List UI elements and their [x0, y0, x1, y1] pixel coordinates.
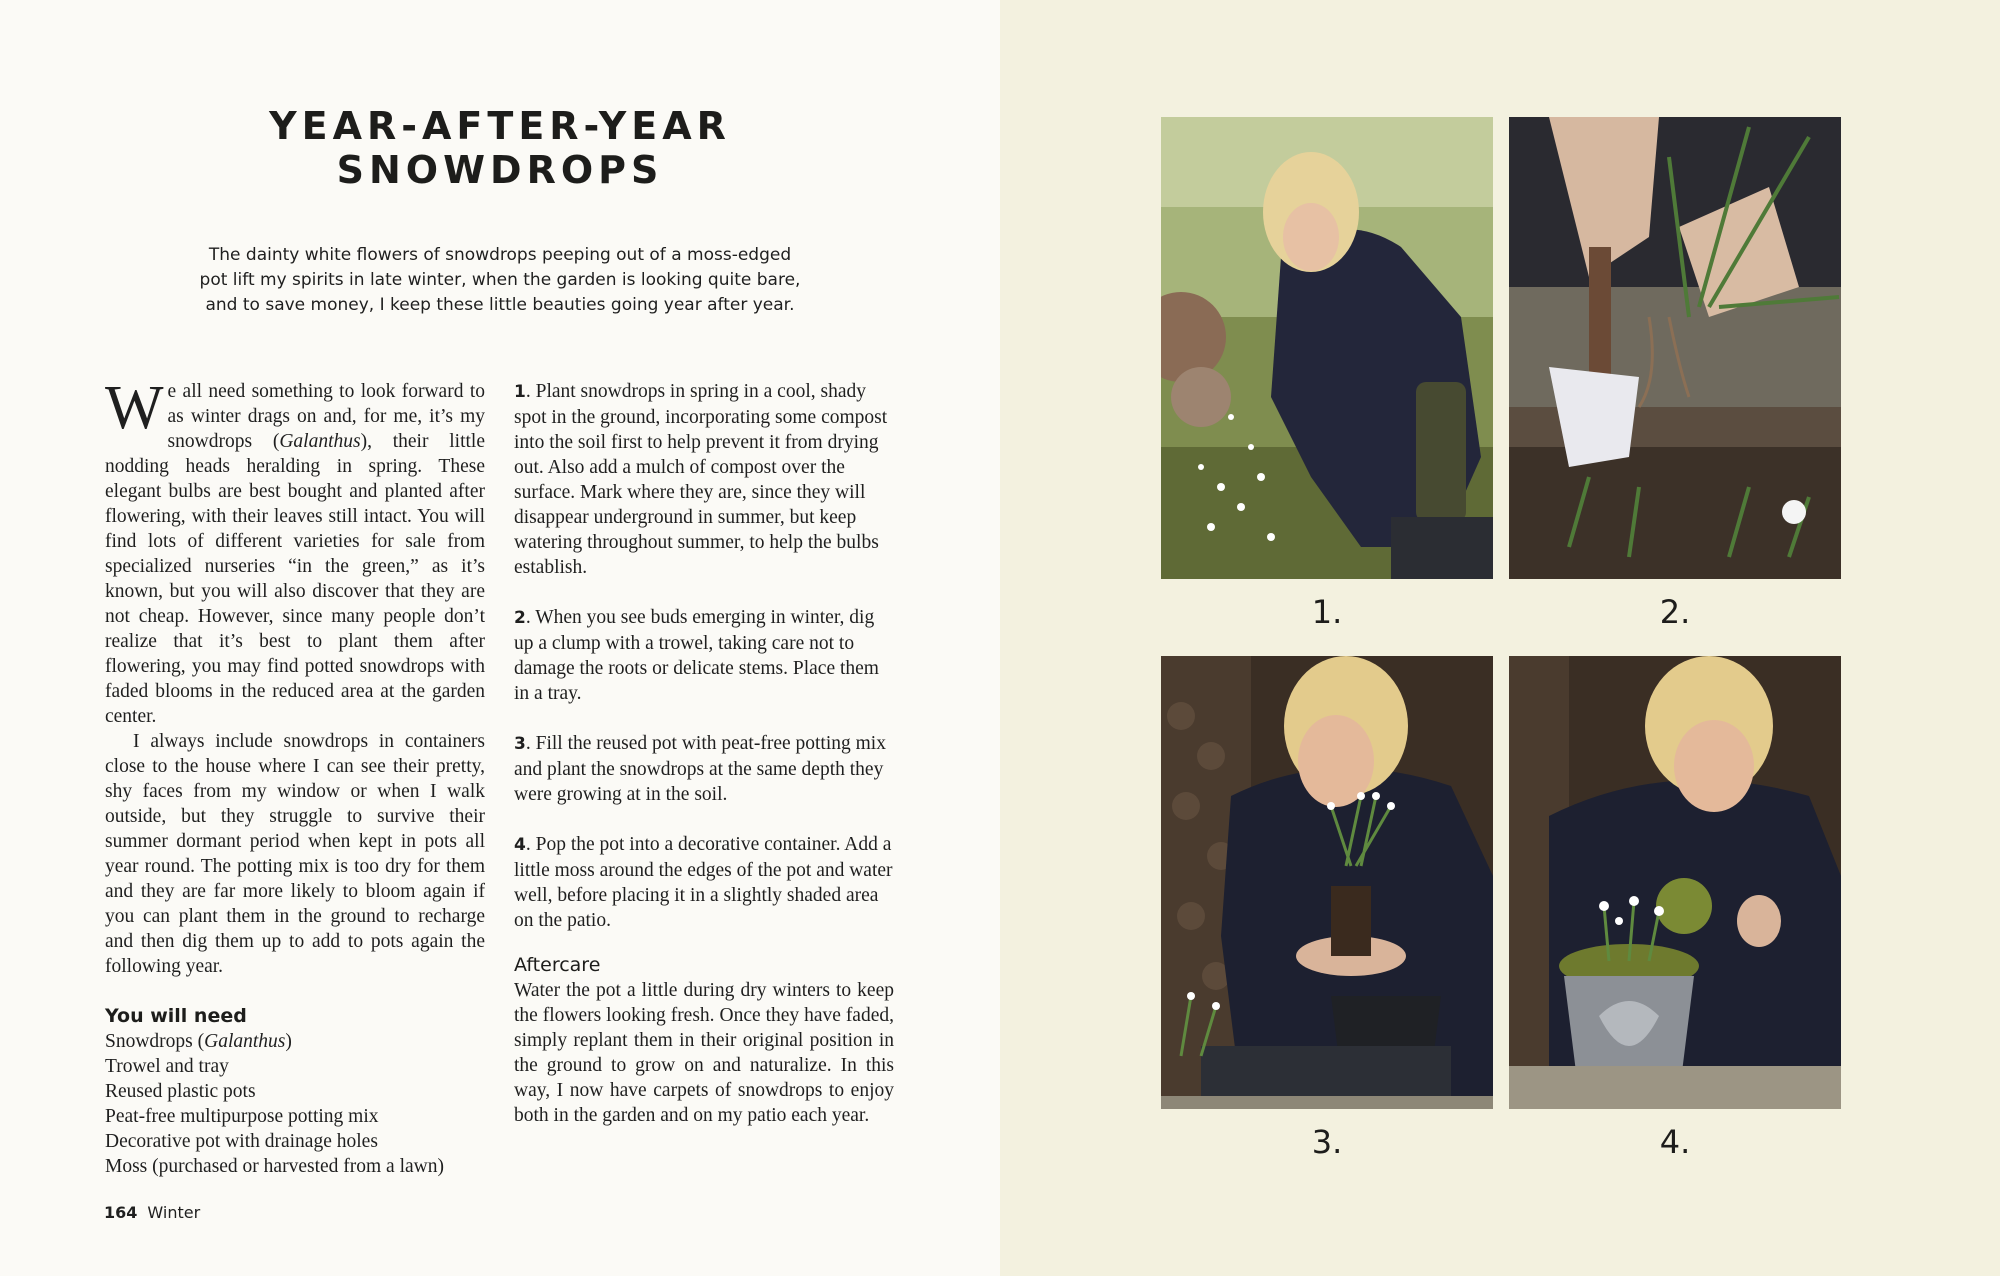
body-para1-italic: Galanthus — [279, 431, 361, 452]
step-number: 4 — [514, 835, 526, 855]
intro-line-2: pot lift my spirits in late winter, when the garden is looking quite bare, — [199, 270, 801, 290]
materials-item: Peat-free multipurpose potting mix — [105, 1106, 379, 1127]
materials-item: Trowel and tray — [105, 1056, 229, 1077]
photo-4-adding-moss — [1509, 656, 1841, 1109]
materials-list — [105, 1029, 485, 1179]
body-column-right — [514, 379, 894, 1128]
step-text: . Pop the pot into a decorative container. Add a little moss around the edges of the pot and water well, before placing it in a slightly shaded area on the patio. — [514, 834, 893, 931]
photo-label-2: 2. — [1659, 593, 1691, 631]
body-paragraph-1 — [105, 374, 485, 729]
step-text: . Plant snowdrops in spring in a cool, shady spot in the ground, incorporating some compost into the soil first to help prevent it from drying out. Also add a mulch of compost over the surface. Mark where they are, since they will disappear underground in summer, but keep watering throughout summer, to help the bulbs establish. — [514, 381, 888, 578]
intro-line-3: and to save money, I keep these little beauties going year after year. — [205, 295, 795, 315]
photo-1-planting-in-ground — [1161, 117, 1493, 579]
aftercare-text: Water the pot a little during dry winters to keep the flowers looking fresh. Once they have faded, simply replant them in their original position in the ground to grow on and naturalize. In this way, I now have carpets of snowdrops to enjoy both in the garden and on my patio each year. — [514, 980, 894, 1126]
materials-item: Reused plastic pots — [105, 1081, 256, 1102]
step-text: . When you see buds emerging in winter, dig up a clump with a trowel, taking care not to damage the roots or delicate stems. Place them in a tray. — [514, 607, 879, 704]
step-number: 3 — [514, 734, 526, 754]
aftercare-heading: Aftercare — [514, 954, 601, 976]
right-page — [1000, 0, 2000, 1276]
page-title — [100, 104, 900, 192]
step-3 — [514, 731, 894, 807]
intro-paragraph — [150, 243, 850, 318]
materials-item: Decorative pot with drainage holes — [105, 1131, 378, 1152]
you-will-need-heading: You will need — [105, 1005, 247, 1027]
photo-2-lifting-clump — [1509, 117, 1841, 579]
step-1 — [514, 379, 894, 580]
page-footer — [104, 1203, 200, 1222]
title-line-2: SNOWDROPS — [336, 148, 664, 192]
step-text: . Fill the reused pot with peat-free potting mix and plant the snowdrops at the same depth they were growing at in the soil. — [514, 733, 886, 805]
step-4 — [514, 832, 894, 933]
photo-label-4: 4. — [1659, 1123, 1691, 1161]
section-name: Winter — [147, 1203, 201, 1222]
body-paragraph-2: I always include snowdrops in containers close to the house where I can see their pretty, shy faces from my window or when I walk outside, but they struggle to survive their summer dormant period when kept in pots all year round. The potting mix is too dry for them and they are far more likely to bloom again if you can plant them in the ground to recharge and then dig them up to add to pots again the following year. — [105, 731, 485, 977]
intro-line-1: The dainty white flowers of snowdrops peeping out of a moss-edged — [208, 245, 792, 265]
photo-label-3: 3. — [1311, 1123, 1343, 1161]
drop-cap: W — [105, 374, 164, 442]
materials-item: Snowdrops (Galanthus) — [105, 1031, 292, 1052]
step-2 — [514, 605, 894, 706]
body-column-left — [105, 374, 485, 1179]
step-number: 1 — [514, 382, 526, 402]
body-para1-text-a: e all need something to look forward to as winter drags on and, for me, it’s my snowdrops ( — [167, 381, 485, 452]
photo-label-1: 1. — [1311, 593, 1343, 631]
step-number: 2 — [514, 608, 526, 628]
body-para1-text-b: ), their little nodding heads heralding in spring. These elegant bulbs are best bought and planted after flowering, with their leaves still intact. You will find lots of different varieties for sale from specialized nurseries “in the green,” as it’s known, but you will also discover that they are not cheap. However, since many people don’t realize that it’s best to plant them after flowering, you may find potted snowdrops with faded blooms in the reduced area at the garden center. — [105, 431, 485, 727]
title-line-1: YEAR-AFTER-YEAR — [269, 104, 731, 148]
page-number: 164 — [104, 1203, 138, 1222]
photo-3-potting-snowdrops — [1161, 656, 1493, 1109]
materials-item: Moss (purchased or harvested from a lawn) — [105, 1156, 444, 1177]
